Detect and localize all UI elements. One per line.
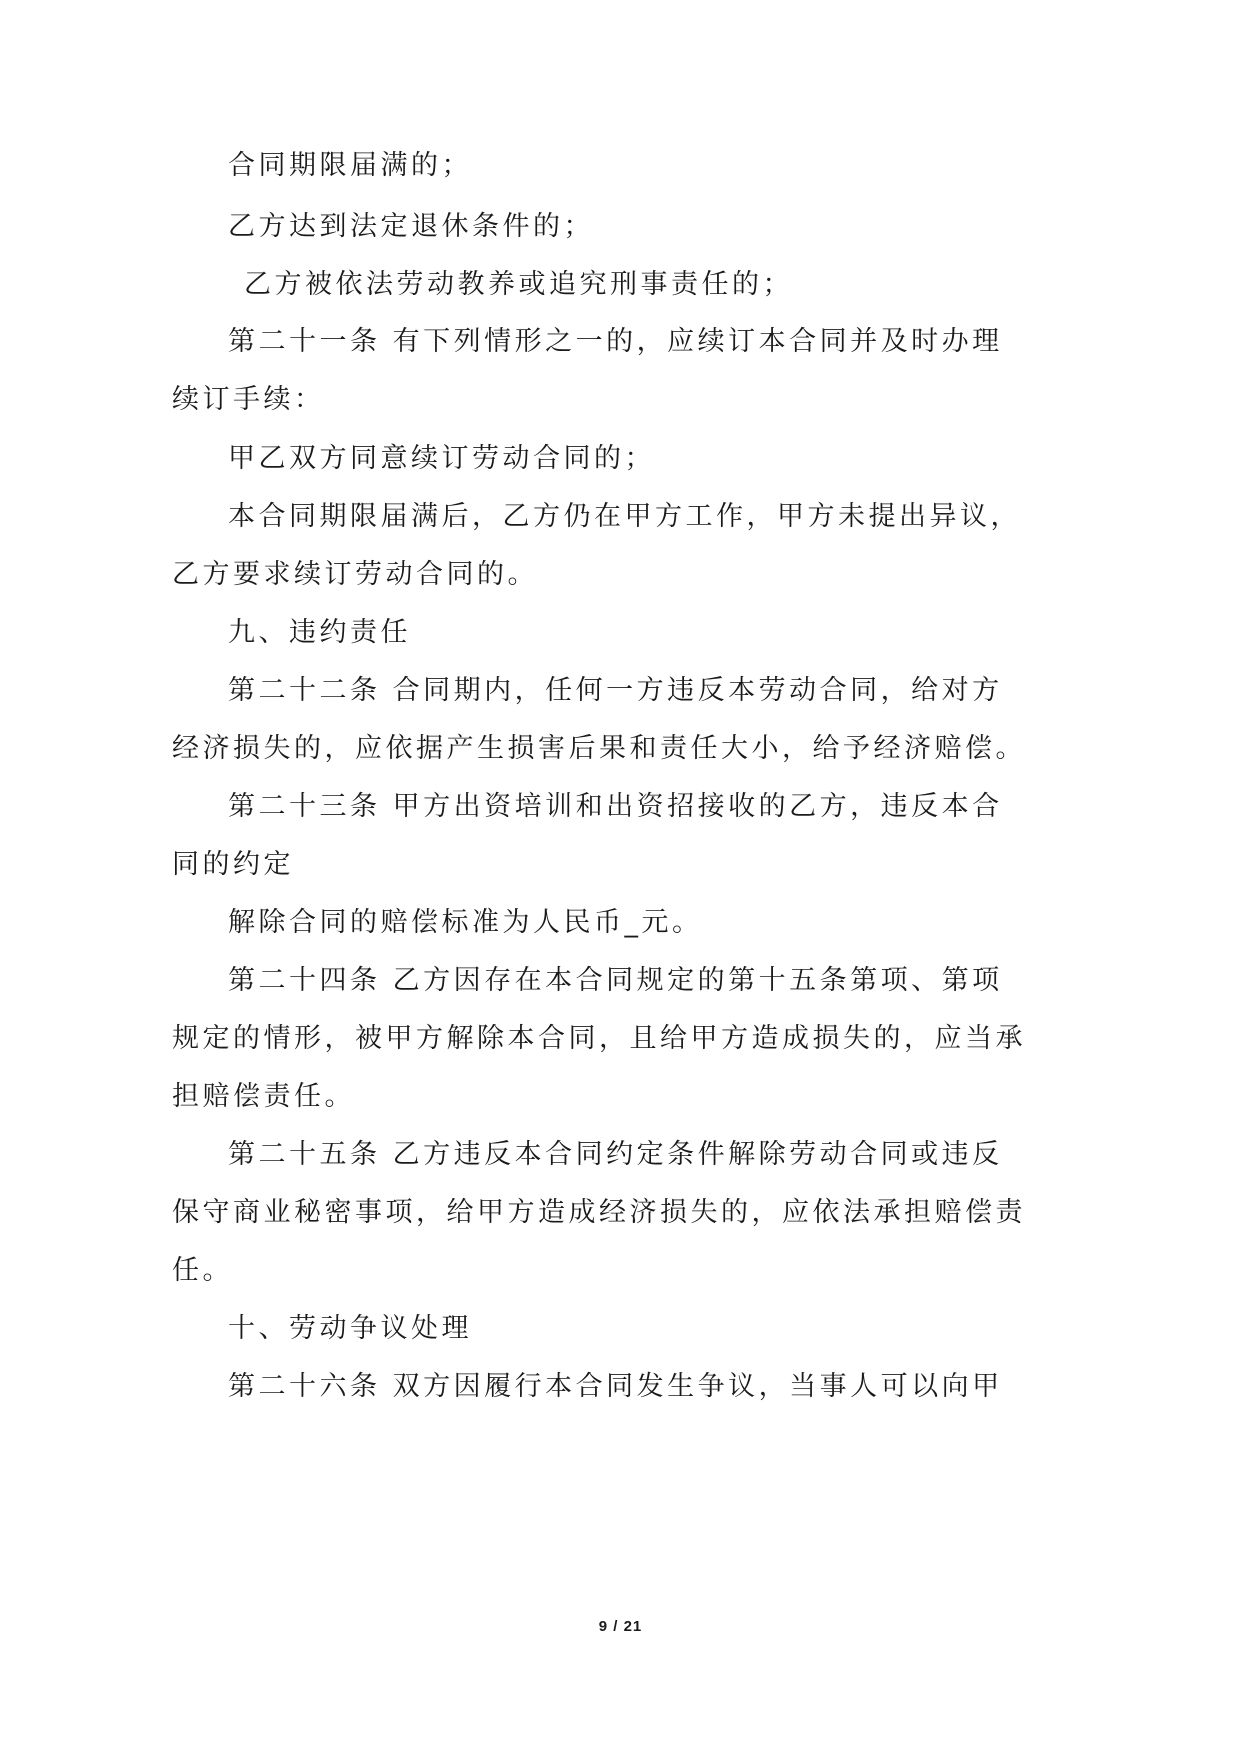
text-line: 续订手续：: [172, 384, 325, 415]
text-line: 乙方被依法劳动教养或追究刑事责任的；: [244, 269, 793, 300]
text-line: 规定的情形，被甲方解除本合同，且给甲方造成损失的，应当承: [172, 1023, 1026, 1054]
text-line: 合同期限届满的；: [228, 150, 472, 181]
text-line: 同的约定: [172, 849, 294, 880]
article-heading-line: 第二十二条 合同期内，任何一方违反本劳动合同，给对方: [228, 675, 1003, 706]
text-line: 乙方要求续订劳动合同的。: [172, 559, 538, 590]
text-line: 甲乙双方同意续订劳动合同的；: [228, 443, 655, 474]
text-line: 解除合同的赔偿标准为人民币_元。: [228, 907, 703, 938]
section-heading: 九、违约责任: [228, 617, 411, 648]
section-heading: 十、劳动争议处理: [228, 1313, 472, 1344]
page-number: 9 / 21: [598, 1618, 643, 1635]
text-line: 任。: [172, 1255, 233, 1286]
article-heading-line: 第二十五条 乙方违反本合同约定条件解除劳动合同或违反: [228, 1139, 1003, 1170]
text-line: 担赔偿责任。: [172, 1081, 355, 1112]
article-heading-line: 第二十一条 有下列情形之一的，应续订本合同并及时办理: [228, 326, 1003, 357]
text-line: 保守商业秘密事项，给甲方造成经济损失的，应依法承担赔偿责: [172, 1197, 1026, 1228]
text-line: 经济损失的，应依据产生损害后果和责任大小，给予经济赔偿。: [172, 733, 1026, 764]
article-heading-line: 第二十三条 甲方出资培训和出资招接收的乙方，违反本合: [228, 791, 1003, 822]
article-heading-line: 第二十六条 双方因履行本合同发生争议，当事人可以向甲: [228, 1371, 1003, 1402]
text-line: 本合同期限届满后，乙方仍在甲方工作，甲方未提出异议，: [228, 501, 1021, 532]
text-line: 乙方达到法定退休条件的；: [228, 211, 594, 242]
article-heading-line: 第二十四条 乙方因存在本合同规定的第十五条第项、第项: [228, 965, 1003, 996]
